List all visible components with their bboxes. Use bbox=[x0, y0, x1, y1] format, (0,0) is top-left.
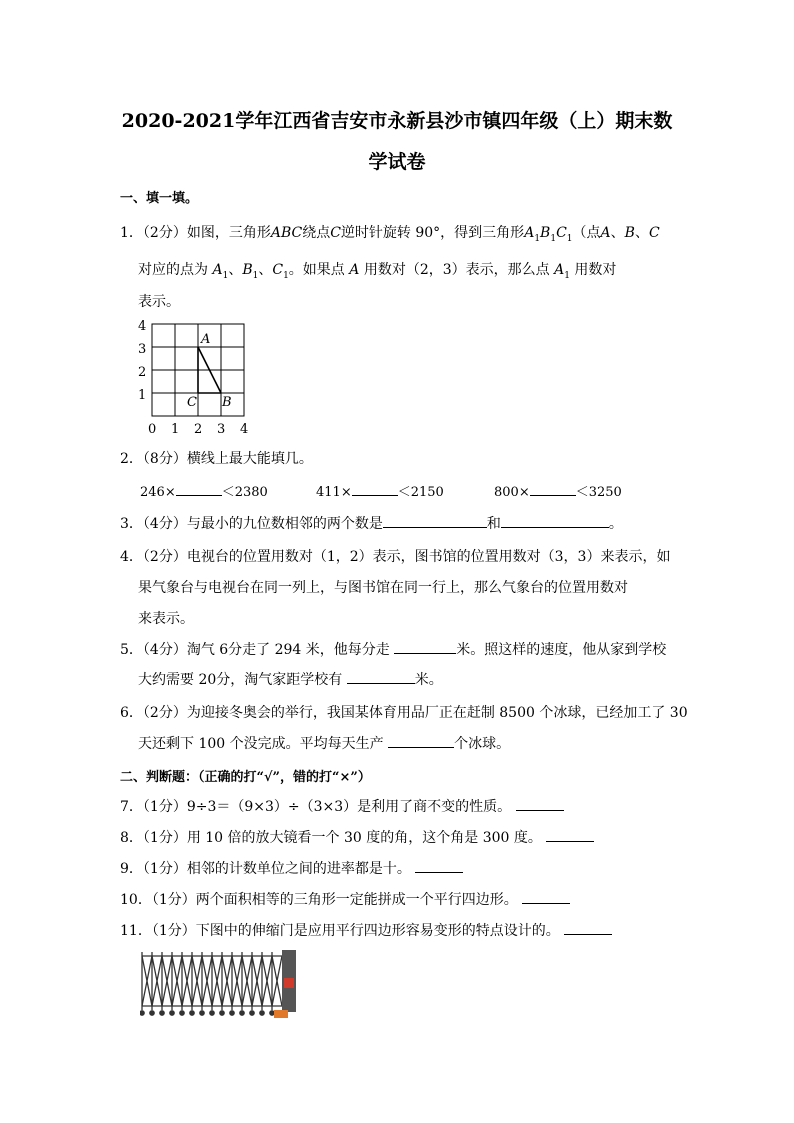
x-label-4: 4 bbox=[240, 422, 249, 437]
q6-line-1: 6．（2分）为迎接冬奥会的举行，我国某体育用品厂正在赶制 8500 个冰球，已经加工了 30 bbox=[120, 705, 688, 721]
y-label-2: 2 bbox=[138, 365, 147, 380]
point-c-label: C bbox=[187, 395, 197, 410]
q2-text: 2．（8分）横线上最大能填几。 bbox=[120, 451, 313, 467]
q1-line-2: 对应的点为 $A_1$、$B_1$、$C_1$。如果点 A 用数对（2，3）表示，那么点 $A_1$ 用数对 bbox=[138, 262, 617, 281]
q1-line-1: 1．（2分）如图，三角形ABC绕点C逆时针旋转 90°，得到三角形$A_1B_1C_1$（点A、B、C bbox=[120, 225, 660, 244]
q5-line-2: 大约需要 20分，淘气家距学校有 米。 bbox=[138, 669, 443, 689]
title-line-1: 2020-2021学年江西省吉安市永新县沙市镇四年级（上）期末数 bbox=[121, 110, 673, 132]
coordinate-grid bbox=[134, 316, 260, 440]
point-a-label: A bbox=[201, 332, 211, 347]
x-label-3: 3 bbox=[217, 422, 226, 437]
y-label-1: 1 bbox=[138, 388, 147, 403]
q3-text: 3．（4分）与最小的九位数相邻的两个数是 和 。 bbox=[120, 513, 623, 533]
y-label-3: 3 bbox=[138, 342, 147, 357]
q4-line-3: 来表示。 bbox=[138, 611, 194, 627]
q4-line-2: 果气象台与电视台在同一列上，与图书馆在同一行上，那么气象台的位置用数对 bbox=[138, 580, 628, 596]
section-1-heading: 一、填一填。 bbox=[120, 191, 199, 206]
q2-item-3: 800× ＜3250 bbox=[494, 481, 622, 500]
q2-item-2: 411× ＜2150 bbox=[316, 481, 444, 500]
q8-text: 8．（1分）用 10 倍的放大镜看一个 30 度的角，这个角是 300 度。 bbox=[120, 827, 594, 847]
retractable-gate-image bbox=[140, 948, 300, 1020]
x-label-0: 0 bbox=[148, 422, 157, 437]
y-label-4: 4 bbox=[138, 319, 147, 334]
q9-text: 9．（1分）相邻的计数单位之间的进率都是十。 bbox=[120, 858, 463, 878]
x-label-2: 2 bbox=[194, 422, 203, 437]
q2-item-1: 246× ＜2380 bbox=[140, 481, 268, 500]
point-b-label: B bbox=[222, 395, 232, 410]
q4-line-1: 4．（2分）电视台的位置用数对（1，2）表示，图书馆的位置用数对（3，3）来表示，如 bbox=[120, 549, 671, 565]
q1-line-3: 表示。 bbox=[138, 294, 180, 310]
q10-text: 10．（1分）两个面积相等的三角形一定能拼成一个平行四边形。 bbox=[120, 889, 570, 909]
q6-line-2: 天还剩下 100 个没完成。平均每天生产 个冰球。 bbox=[138, 733, 510, 753]
x-label-1: 1 bbox=[171, 422, 180, 437]
title-line-2: 学试卷 bbox=[368, 151, 426, 173]
q7-text: 7．（1分）9÷3＝（9×3）÷（3×3）是利用了商不变的性质。 bbox=[120, 796, 564, 816]
q5-line-1: 5．（4分）淘气 6分走了 294 米，他每分走 米。照这样的速度，他从家到学校 bbox=[120, 639, 666, 659]
section-2-heading: 二、判断题：（正确的打“√”，错的打“×”） bbox=[120, 770, 371, 785]
q11-text: 11．（1分）下图中的伸缩门是应用平行四边形容易变形的特点设计的。 bbox=[120, 920, 612, 940]
